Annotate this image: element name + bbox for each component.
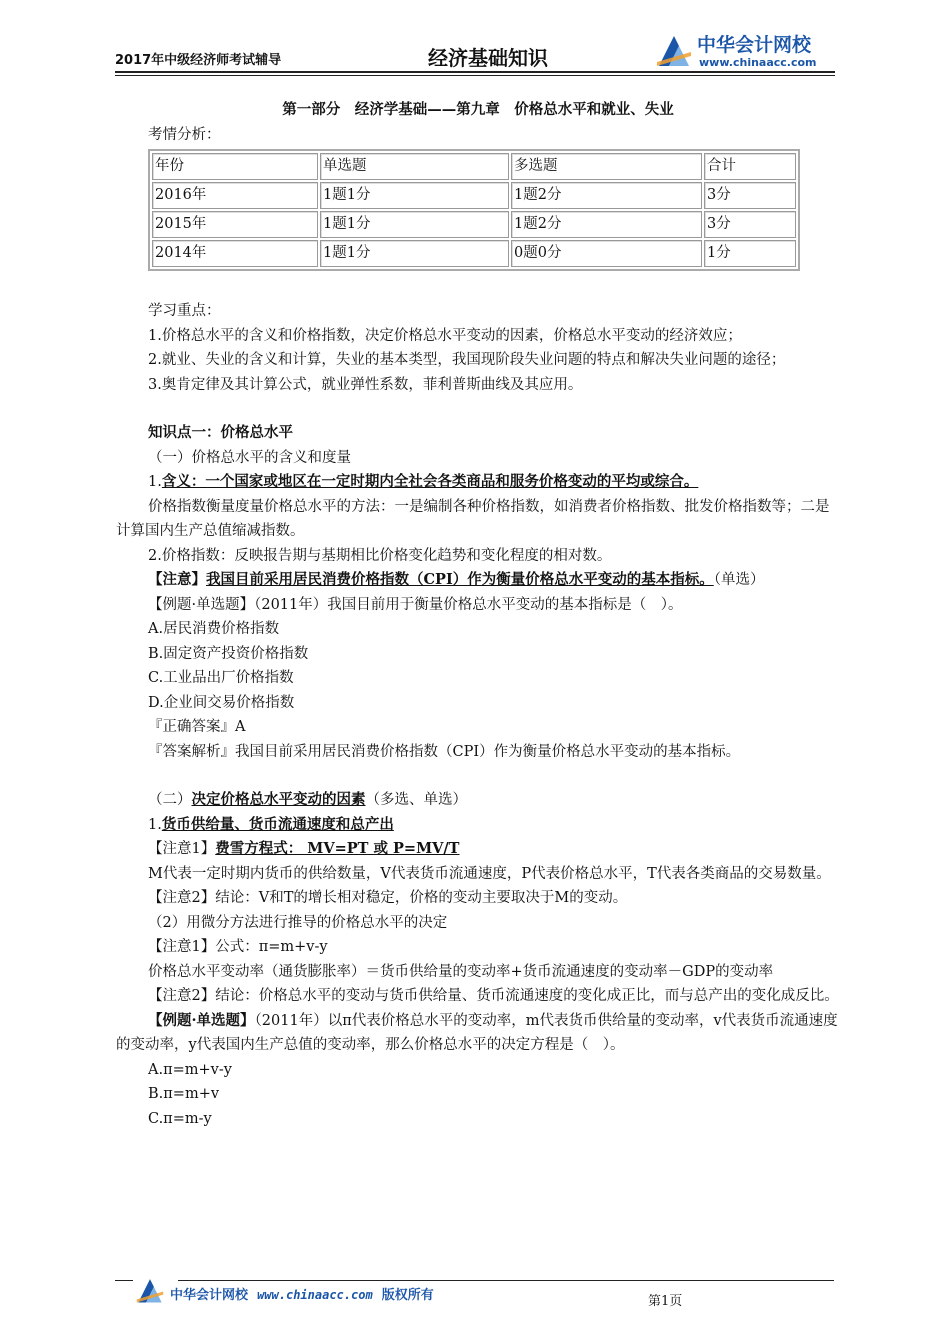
example-explanation: 『答案解析』我国目前采用居民消费价格指数（CPI）作为衡量价格总水平变动的基本指标。 bbox=[148, 743, 741, 760]
page-header bbox=[115, 22, 835, 72]
example2-option: B.π=m+v bbox=[148, 1086, 220, 1102]
formula-description: 价格总水平变动率（通货膨胀率）＝货币供给量的变动率+货币流通速度的变动率－GDP的变动率 bbox=[148, 963, 774, 980]
chapter-title: 第一部分 经济学基础——第九章 价格总水平和就业、失业 bbox=[282, 102, 674, 118]
table-cell: 3分 bbox=[704, 182, 796, 209]
table-cell: 1题2分 bbox=[511, 211, 702, 238]
example2-question bbox=[116, 1009, 840, 1058]
example-option: C.工业品出厂价格指数 bbox=[148, 670, 294, 686]
table-cell: 1题2分 bbox=[511, 182, 702, 209]
footer-rule-left bbox=[115, 1280, 133, 1281]
header-rule-thin bbox=[115, 75, 835, 76]
table-header-row bbox=[152, 153, 796, 180]
section-title: 决定价格总水平变动的因素 bbox=[191, 791, 366, 808]
note1-line bbox=[116, 837, 840, 862]
definition-text: 含义：一个国家或地区在一定时期内全社会各类商品和服务价格变动的平均或综合。 bbox=[161, 473, 699, 490]
table-header-cell: 单选题 bbox=[320, 153, 509, 180]
page-number: 第1页 bbox=[648, 1294, 683, 1309]
table-row bbox=[152, 211, 796, 238]
example-option: B.固定资产投资价格指数 bbox=[148, 645, 309, 662]
note-suffix: （单选） bbox=[713, 572, 765, 588]
example2-text: （2011年）以π代表价格总水平的变动率，m代表货币供给量的变动率，v代表货币流通速度的变动率，y代表国内生产总值的变动率，那么价格总水平的决定方程是（ ）。 bbox=[116, 1012, 838, 1053]
logo-url: www.chinaacc.com bbox=[699, 56, 817, 69]
focus-item: 2.就业、失业的含义和计算，失业的基本类型，我国现阶段失业问题的特点和解决失业问题的途径； bbox=[148, 352, 786, 368]
example-option: A.居民消费价格指数 bbox=[148, 621, 280, 637]
example-option: D.企业间交易价格指数 bbox=[148, 694, 295, 711]
footer-name: 中华会计网校 bbox=[170, 1288, 249, 1303]
logo-name: 中华会计网校 bbox=[697, 34, 812, 56]
logo-mark-icon bbox=[655, 32, 693, 68]
footer-copyright bbox=[170, 1284, 434, 1303]
item-text: 货币供给量、货币流通速度和总产出 bbox=[161, 815, 394, 833]
example-question: 【例题·单选题】（2011年）我国目前用于衡量价格总水平变动的基本指标是（ ）。 bbox=[148, 596, 683, 613]
table-cell: 1题1分 bbox=[320, 240, 509, 267]
focus-item: 1.价格总水平的含义和价格指数，决定价格总水平变动的因素，价格总水平变动的经济效应； bbox=[148, 327, 742, 344]
note-label: 【注意】 bbox=[148, 571, 206, 588]
header-rule bbox=[115, 71, 835, 73]
footer-rights: 版权所有 bbox=[381, 1288, 434, 1303]
fisher-equation: 费雪方程式： MV=PT 或 P=MV/T bbox=[215, 840, 460, 857]
table-cell: 2015年 bbox=[152, 211, 318, 238]
table-cell: 1题1分 bbox=[320, 211, 509, 238]
table-cell: 3分 bbox=[704, 211, 796, 238]
conclusion-paragraph: 【注意2】结论：价格总水平的变动与货币供给量、货币流通速度的变化成正比，而与总产出的变化成反比。 bbox=[148, 988, 839, 1004]
table-cell: 0题0分 bbox=[511, 240, 702, 267]
exam-stats-table bbox=[148, 149, 800, 271]
mv-description: M代表一定时期内货币的供给数量，V代表货币流通速度，P代表价格总水平，T代表各类商品的交易数量。 bbox=[148, 865, 831, 882]
header-exam-label: 2017年中级经济师考试辅导 bbox=[115, 53, 282, 68]
note-text: 我国目前采用居民消费价格指数（CPI）作为衡量价格总水平变动的基本指标。 bbox=[206, 571, 714, 588]
method-paragraph: 价格指数衡量度量价格总水平的方法：一是编制各种价格指数，如消费者价格指数、批发价格指数等；二是计算国内生产总值缩减指数。 bbox=[116, 498, 830, 539]
footer-url[interactable]: www.chinaacc.com bbox=[257, 1288, 373, 1302]
table-row bbox=[152, 240, 796, 267]
header-subject-title: 经济基础知识 bbox=[428, 46, 548, 70]
table-cell: 1题1分 bbox=[320, 182, 509, 209]
focus-label: 学习重点： bbox=[148, 303, 221, 319]
table-header-cell: 多选题 bbox=[511, 153, 702, 180]
knowledge-point-title: 知识点一：价格总水平 bbox=[148, 425, 293, 441]
price-index-line: 2.价格指数：反映报告期与基期相比价格变化趋势和变化程度的相对数。 bbox=[148, 547, 612, 564]
item-line bbox=[116, 813, 840, 838]
footer-logo-icon bbox=[135, 1276, 165, 1304]
section-prefix: （二） bbox=[148, 792, 192, 808]
table-cell: 2014年 bbox=[152, 240, 318, 267]
example2-option: A.π=m+v-y bbox=[148, 1061, 232, 1078]
example-answer: 『正确答案』A bbox=[148, 719, 246, 735]
analysis-label: 考情分析： bbox=[148, 126, 221, 143]
section-heading: （一）价格总水平的含义和度量 bbox=[148, 449, 351, 466]
table-row bbox=[152, 182, 796, 209]
note1-label: 【注意1】 bbox=[148, 841, 216, 857]
example2-option: C.π=m-y bbox=[148, 1110, 212, 1127]
focus-item: 3.奥肯定律及其计算公式，就业弹性系数，菲利普斯曲线及其应用。 bbox=[148, 376, 583, 393]
note2-line: 【注意2】结论：V和T的增长相对稳定，价格的变动主要取决于M的变动。 bbox=[148, 890, 628, 906]
footer-rule bbox=[178, 1280, 834, 1281]
formula-line: 【注意1】公式：π=m+v-y bbox=[148, 939, 328, 955]
table-cell: 1分 bbox=[704, 240, 796, 267]
note-line bbox=[116, 568, 840, 593]
table-header-cell: 合计 bbox=[704, 153, 796, 180]
example2-label: 【例题·单选题】 bbox=[148, 1011, 255, 1029]
document-body bbox=[116, 98, 840, 1131]
item-prefix: 1. bbox=[148, 816, 162, 833]
table-cell: 2016年 bbox=[152, 182, 318, 209]
definition-line bbox=[116, 470, 840, 495]
header-logo[interactable] bbox=[655, 30, 835, 72]
subsection-heading: （2）用微分方法进行推导的价格总水平的决定 bbox=[148, 914, 448, 931]
section-suffix: （多选、单选） bbox=[365, 792, 467, 808]
table-header-cell: 年份 bbox=[152, 153, 318, 180]
section-heading-2 bbox=[116, 788, 840, 813]
definition-prefix: 1. bbox=[148, 474, 162, 490]
